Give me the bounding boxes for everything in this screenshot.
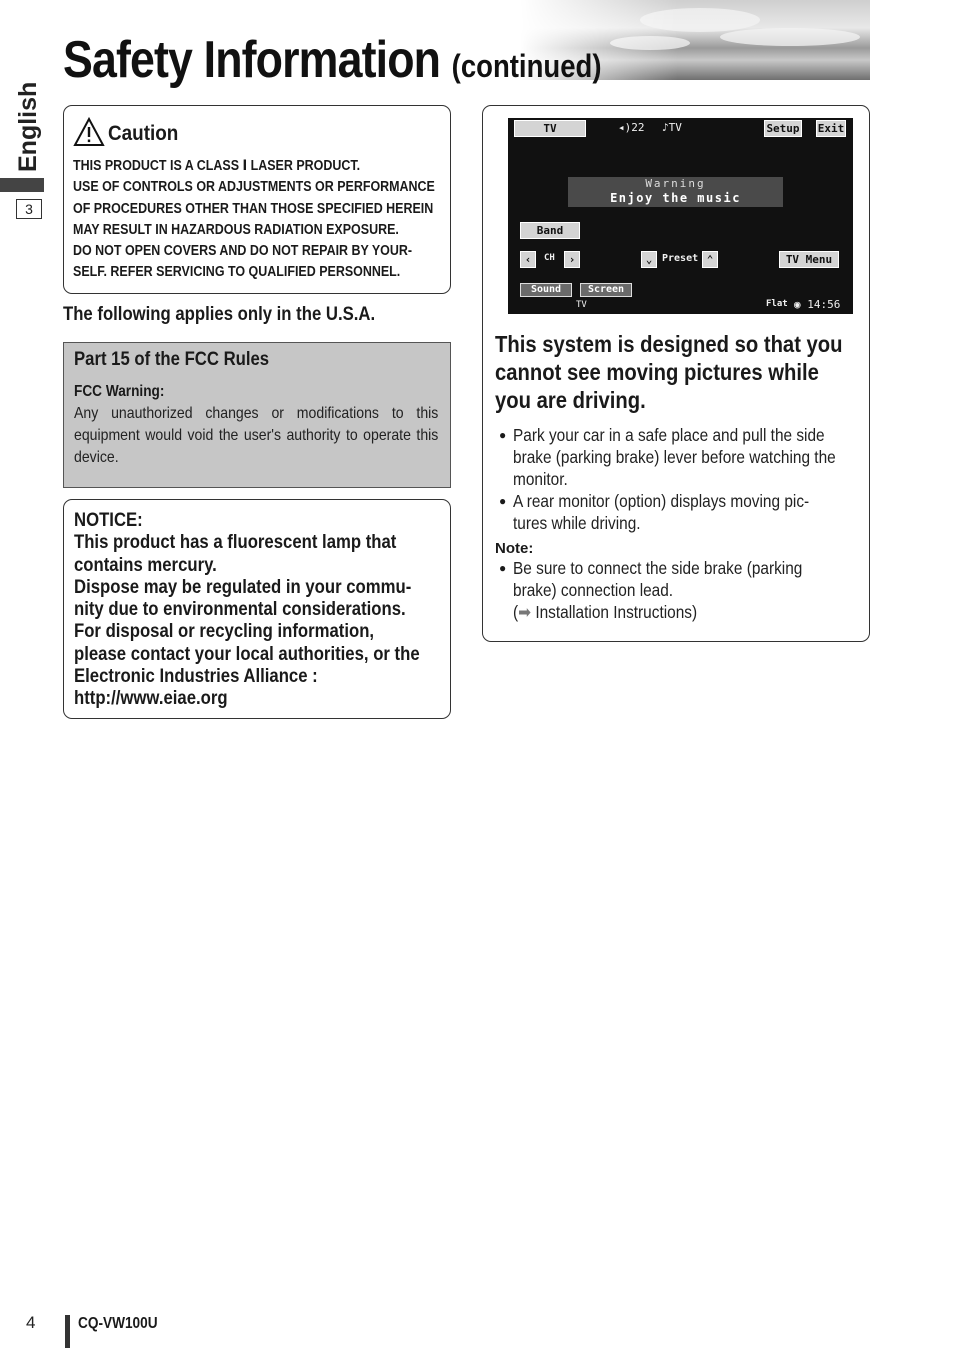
- note-block: [499, 557, 842, 623]
- side-section-number: 3: [16, 199, 42, 219]
- tv-preset-label: Preset: [662, 253, 699, 264]
- model-number: CQ-VW100U: [78, 1315, 158, 1332]
- caution-text: [73, 156, 441, 284]
- chevron-left-icon: ‹: [524, 253, 532, 266]
- caution-line: SELF. REFER SERVICING TO QUALIFIED PERSONNEL.: [73, 264, 401, 281]
- fcc-warning-label: FCC Warning:: [74, 383, 165, 400]
- side-language-tab: English: [14, 81, 42, 172]
- tv-volume-value: 22: [631, 121, 645, 134]
- tv-menu-button[interactable]: TV Menu: [779, 251, 839, 268]
- page-title: [63, 30, 601, 90]
- notice-line: For disposal or recycling information,: [74, 621, 375, 643]
- bullet-line: monitor.: [513, 469, 568, 489]
- tv-clock-time: 14:56: [807, 298, 841, 311]
- tv-eq-label: Flat: [766, 299, 788, 309]
- tv-screen-button[interactable]: Screen: [580, 283, 632, 297]
- notice-line: nity due to environmental considerations.: [74, 599, 406, 621]
- note-line: Be sure to connect the side brake (parking: [513, 558, 803, 578]
- tv-warning-title: Warning: [645, 177, 706, 190]
- preset-up-button[interactable]: [702, 251, 718, 268]
- ch-up-button[interactable]: [564, 251, 580, 268]
- caution-box: [63, 105, 451, 294]
- note-reference: (➡ Installation Instructions): [513, 602, 698, 622]
- page-title-subtitle: (continued): [451, 48, 602, 84]
- caution-line: USE OF CONTROLS OR ADJUSTMENTS OR PERFORMANCE: [73, 179, 435, 196]
- tv-screen-illustration: [508, 118, 853, 314]
- tv-bottom-source: TV: [576, 300, 587, 310]
- system-heading-line: This system is designed so that you: [495, 331, 843, 357]
- driving-safety-box: [482, 105, 870, 642]
- tv-band-button[interactable]: Band: [520, 222, 580, 239]
- note-label: Note:: [495, 540, 534, 557]
- bullet-line: brake (parking brake) lever before watching the: [513, 447, 836, 467]
- notice-line: contains mercury.: [74, 554, 217, 576]
- bullet-item: [499, 490, 880, 534]
- bullet-dot-icon: ●: [499, 494, 507, 508]
- chevron-up-icon: ⌃: [706, 253, 714, 266]
- side-tab-bar: [0, 178, 44, 192]
- notice-line: Electronic Industries Alliance :: [74, 666, 318, 688]
- bullet-line: A rear monitor (option) displays moving pic-: [513, 491, 810, 511]
- notice-line: NOTICE:: [74, 510, 143, 531]
- tv-ch-label: CH: [544, 253, 555, 263]
- tv-source-label-text: TV: [668, 121, 682, 134]
- caution-header: [73, 118, 441, 150]
- fcc-warning-body: Any unauthorized changes or modifications to this equipment would void the user's authority to operate this device.: [74, 405, 439, 466]
- system-heading-line: you are driving.: [495, 387, 646, 413]
- system-heading-line: cannot see moving pictures while: [495, 359, 819, 385]
- note-line: brake) connection lead.: [513, 580, 674, 600]
- usa-applicability-note: The following applies only in the U.S.A.: [63, 304, 376, 325]
- notice-link[interactable]: http://www.eiae.org: [74, 688, 228, 710]
- tv-warning-message: Enjoy the music: [610, 191, 741, 205]
- preset-down-button[interactable]: [641, 251, 657, 268]
- speaker-icon: ◂): [618, 121, 632, 134]
- caution-line: OF PROCEDURES OTHER THAN THOSE SPECIFIED HEREIN: [73, 200, 434, 217]
- ch-down-button[interactable]: [520, 251, 536, 268]
- notice-box: [63, 499, 451, 719]
- chevron-down-icon: ⌄: [645, 253, 653, 266]
- chevron-right-icon: ›: [568, 253, 576, 266]
- footer-bar: [65, 1315, 70, 1348]
- tv-setup-button[interactable]: Setup: [764, 120, 802, 137]
- tv-volume: [618, 121, 645, 134]
- page-number: 4: [26, 1313, 36, 1332]
- notice-line: This product has a fluorescent lamp that: [74, 532, 397, 554]
- tv-warning-banner: [568, 177, 783, 207]
- tv-clock: [794, 298, 840, 311]
- caution-title: Caution: [108, 122, 179, 145]
- warning-triangle-icon: [73, 117, 105, 152]
- tv-source-button[interactable]: TV: [514, 120, 586, 137]
- system-heading: [495, 330, 843, 414]
- bullet-dot-icon: ●: [499, 428, 507, 442]
- tv-sound-button[interactable]: Sound: [520, 283, 572, 297]
- music-note-icon: ♪: [662, 121, 669, 134]
- system-bullets: [499, 424, 880, 534]
- bullet-dot-icon: ●: [499, 561, 507, 575]
- note-reference-text: Installation Instructions): [535, 602, 698, 622]
- note-item: [499, 557, 842, 623]
- fcc-title: Part 15 of the FCC Rules: [74, 349, 270, 370]
- caution-line: MAY RESULT IN HAZARDOUS RADIATION EXPOSURE.: [73, 221, 399, 238]
- notice-line: please contact your local authorities, or the: [74, 643, 420, 665]
- tv-exit-button[interactable]: Exit: [817, 122, 845, 135]
- bullet-item: [499, 424, 880, 490]
- caution-line: DO NOT OPEN COVERS AND DO NOT REPAIR BY YOUR-: [73, 243, 413, 260]
- fcc-box: [63, 342, 451, 488]
- tv-source-label: [662, 121, 682, 134]
- bullet-line: tures while driving.: [513, 513, 641, 533]
- caution-line: THIS PRODUCT IS A CLASS Ⅰ LASER PRODUCT.: [73, 158, 361, 174]
- globe-icon: ◉: [794, 298, 801, 311]
- page-title-main: Safety Information: [63, 31, 441, 89]
- notice-line: Dispose may be regulated in your commu-: [74, 576, 412, 598]
- bullet-line: Park your car in a safe place and pull the side: [513, 425, 825, 445]
- arrow-right-icon: ➡: [518, 602, 532, 622]
